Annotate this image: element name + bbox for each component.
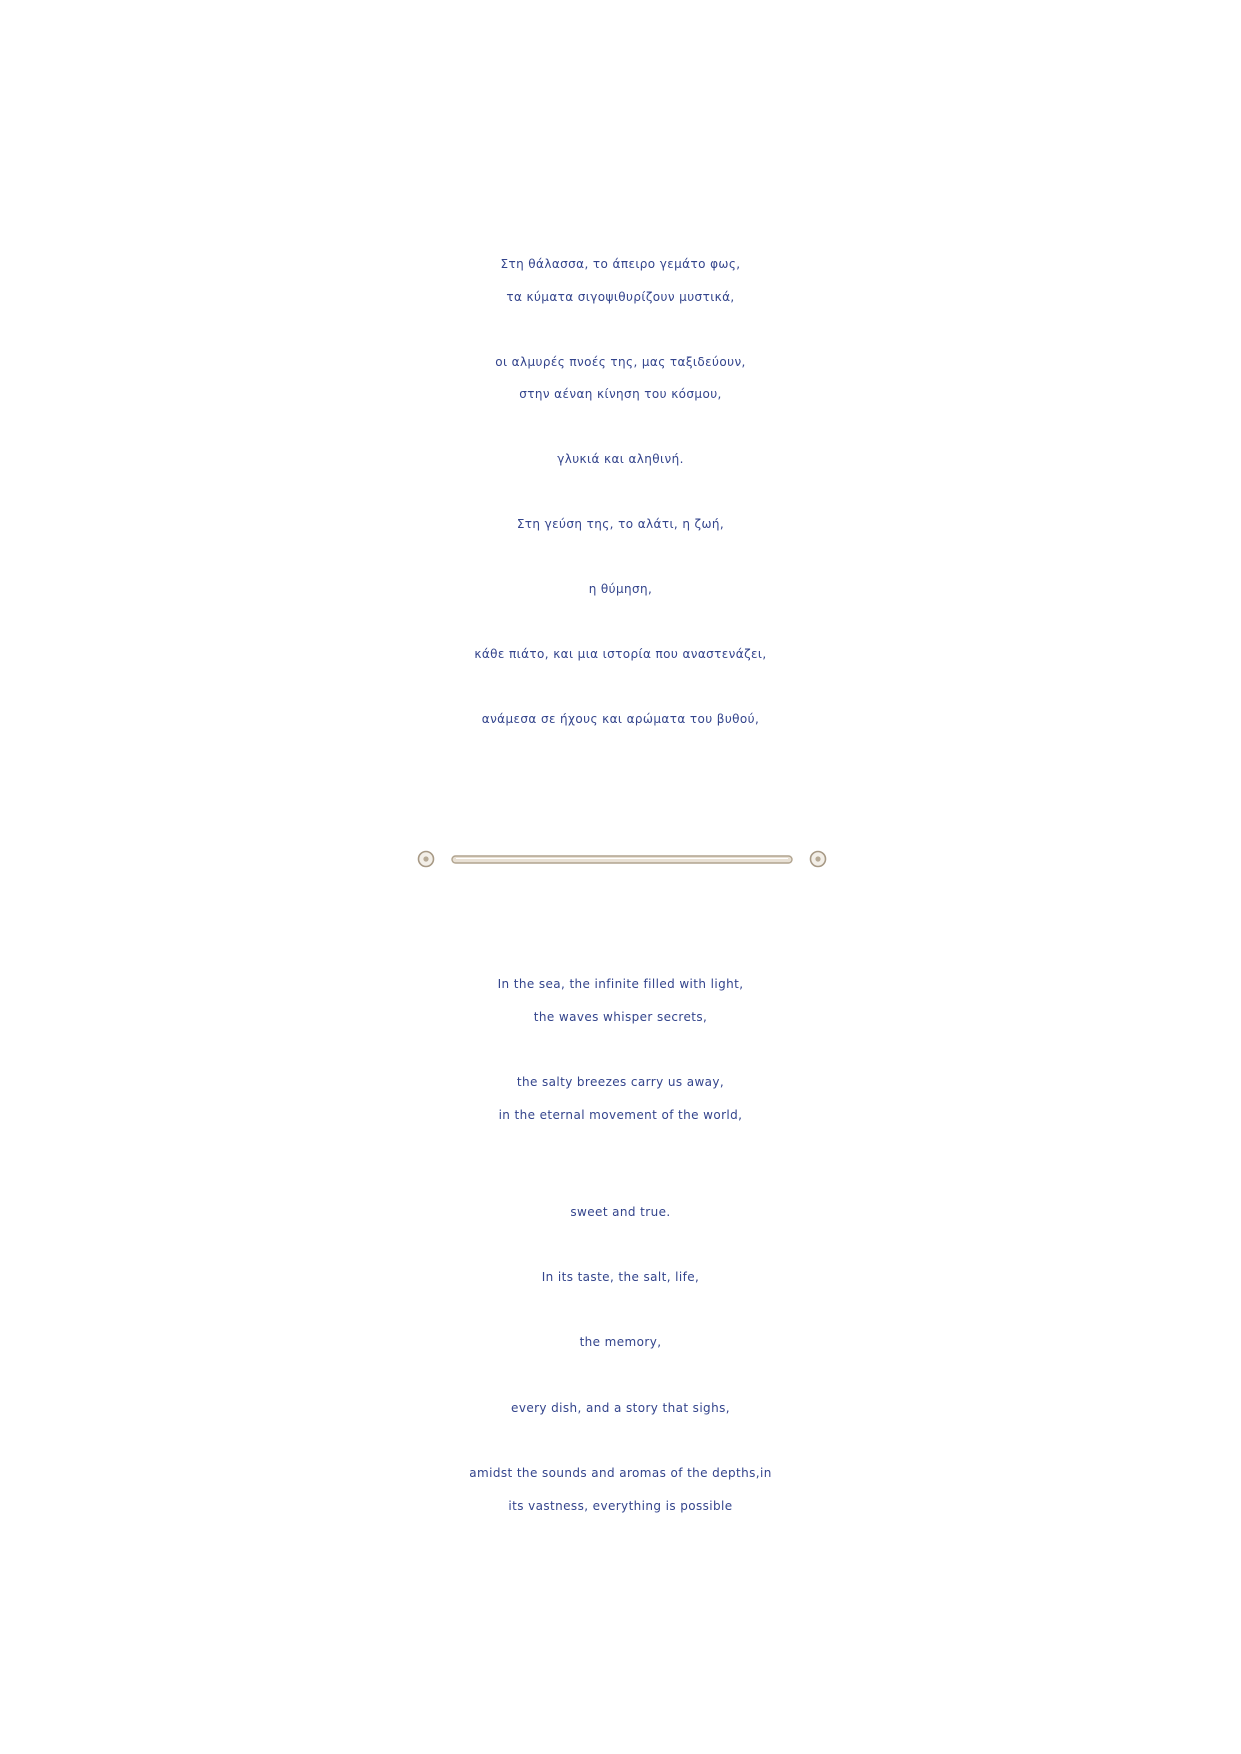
greek-poem-line: η θύμηση, bbox=[588, 582, 653, 596]
divider-bar bbox=[452, 856, 792, 863]
divider-left-knob bbox=[419, 852, 434, 867]
english-poem-line: In the sea, the infinite filled with light, bbox=[497, 977, 744, 991]
english-poem-line: amidst the sounds and aromas of the depths,in bbox=[469, 1466, 772, 1480]
english-poem-line: the salty breezes carry us away, bbox=[516, 1075, 725, 1089]
greek-poem-line: ανάμεσα σε ήχους και αρώματα του βυθού, bbox=[481, 712, 760, 726]
greek-poem-line: τα κύματα σιγοψιθυρίζουν μυστικά, bbox=[506, 290, 735, 304]
english-poem-line: the waves whisper secrets, bbox=[533, 1010, 708, 1024]
greek-poem-line: οι αλμυρές πνοές της, μας ταξιδεύουν, bbox=[495, 355, 746, 369]
greek-poem-line: γλυκιά και αληθινή. bbox=[557, 452, 684, 466]
divider-right-knob bbox=[811, 852, 826, 867]
english-poem-line: sweet and true. bbox=[570, 1205, 671, 1219]
greek-poem-line: Στη γεύση της, το αλάτι, η ζωή, bbox=[516, 517, 725, 531]
english-poem-line: every dish, and a story that sighs, bbox=[511, 1401, 730, 1415]
greek-poem-line: κάθε πιάτο, και μια ιστορία που αναστενάζει, bbox=[474, 647, 767, 661]
english-poem-line: the memory, bbox=[579, 1335, 662, 1349]
greek-poem-line: στην αέναη κίνηση του κόσμου, bbox=[519, 387, 722, 401]
english-poem-line: its vastness, everything is possible bbox=[508, 1499, 733, 1513]
english-poem-line: In its taste, the salt, life, bbox=[541, 1270, 700, 1284]
greek-poem-line: Στη θάλασσα, το άπειρο γεμάτο φως, bbox=[500, 257, 741, 271]
english-poem-line: in the eternal movement of the world, bbox=[498, 1108, 743, 1122]
